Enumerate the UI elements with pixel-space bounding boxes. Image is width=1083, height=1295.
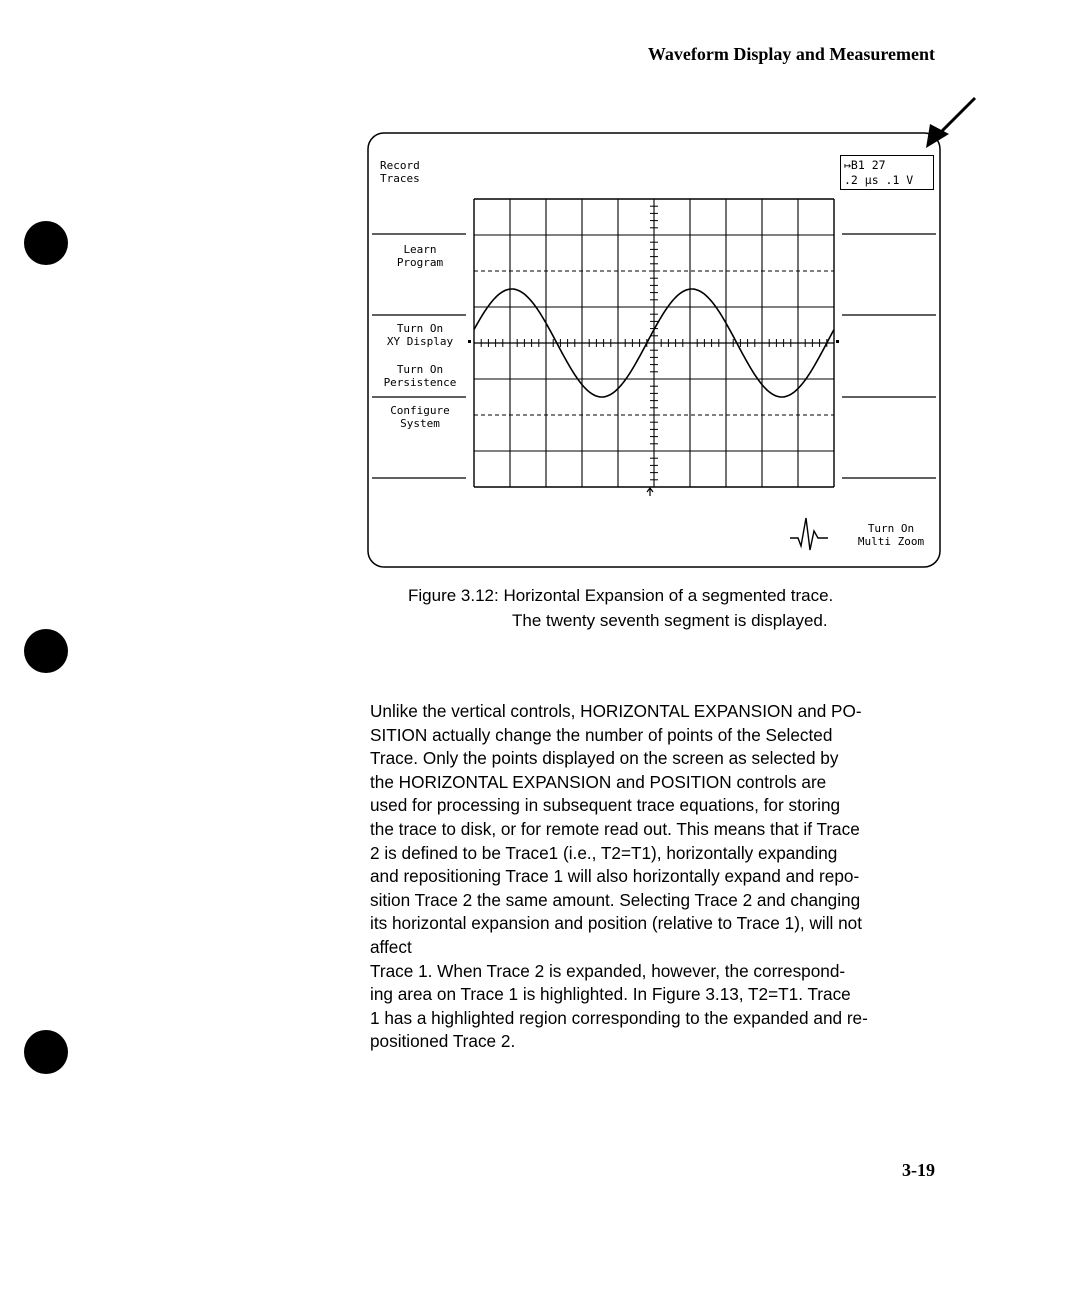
body-line: Trace. Only the points displayed on the screen as selected by [370,748,839,769]
body-line: positioned Trace 2. [370,1031,516,1052]
readout-scale: .2 µs .1 V [844,173,914,187]
record-traces-softkey[interactable]: Record Traces [380,159,420,185]
oscilloscope-screen-figure [0,0,1083,580]
configure-system-softkey[interactable]: Configure System [390,404,450,430]
oscilloscope-screen [0,0,1083,580]
caption-line-1: Figure 3.12: Horizontal Expansion of a segmented trace. [408,586,834,605]
body-line: sition Trace 2 the same amount. Selecting Trace 2 and changing [370,889,861,910]
ground-marker-left-icon [468,340,471,343]
body-line: the trace to disk, or for remote read out. This means that if Trace [370,818,860,839]
body-line: its horizontal expansion and position (relative to Trace 1), will not [370,913,863,934]
binder-hole-icon [24,629,68,673]
body-paragraph [370,700,938,1054]
body-line: 2 is defined to be Trace1 (i.e., T2=T1), horizontally expanding [370,842,838,863]
body-line: and repositioning Trace 1 will also horizontally expand and repo- [370,866,860,887]
body-line: ing area on Trace 1 is highlighted. In Figure 3.13, T2=T1. Trace [370,984,851,1005]
binder-hole-icon [24,1030,68,1074]
body-line: Unlike the vertical controls, HORIZONTAL EXPANSION and PO- [370,701,862,721]
body-line: affect [370,936,412,957]
persistence-softkey[interactable]: Turn On Persistence [383,363,457,389]
body-line: SITION actually change the number of points of the Selected [370,724,833,745]
graticule-grid [474,199,834,487]
page-number: 3-19 [902,1160,935,1180]
trigger-symbol-icon [790,518,828,550]
caption-line-2: The twenty seventh segment is displayed. [512,611,828,630]
body-line: the HORIZONTAL EXPANSION and POSITION controls are [370,771,827,792]
multi-zoom-softkey[interactable]: Turn On Multi Zoom [857,522,925,548]
arrow-pointer-icon [926,98,975,148]
readout-segment: ↦B1 27 [844,158,886,172]
xy-display-softkey[interactable]: Turn On XY Display [386,322,454,348]
ground-marker-right-icon [836,340,839,343]
body-line: Trace 1. When Trace 2 is expanded, however, the correspond- [370,960,846,981]
trigger-marker-icon [647,488,653,496]
left-softkey-separators [372,234,466,478]
body-line: used for processing in subsequent trace equations, for storing [370,795,841,816]
body-line: 1 has a highlighted region corresponding to the expanded and re- [370,1007,868,1028]
right-softkey-separators [842,234,936,478]
running-header: Waveform Display and Measurement [647,44,935,64]
timebase-readout [840,155,934,190]
learn-program-softkey[interactable]: Learn Program [396,243,444,269]
figure-caption [408,583,928,633]
